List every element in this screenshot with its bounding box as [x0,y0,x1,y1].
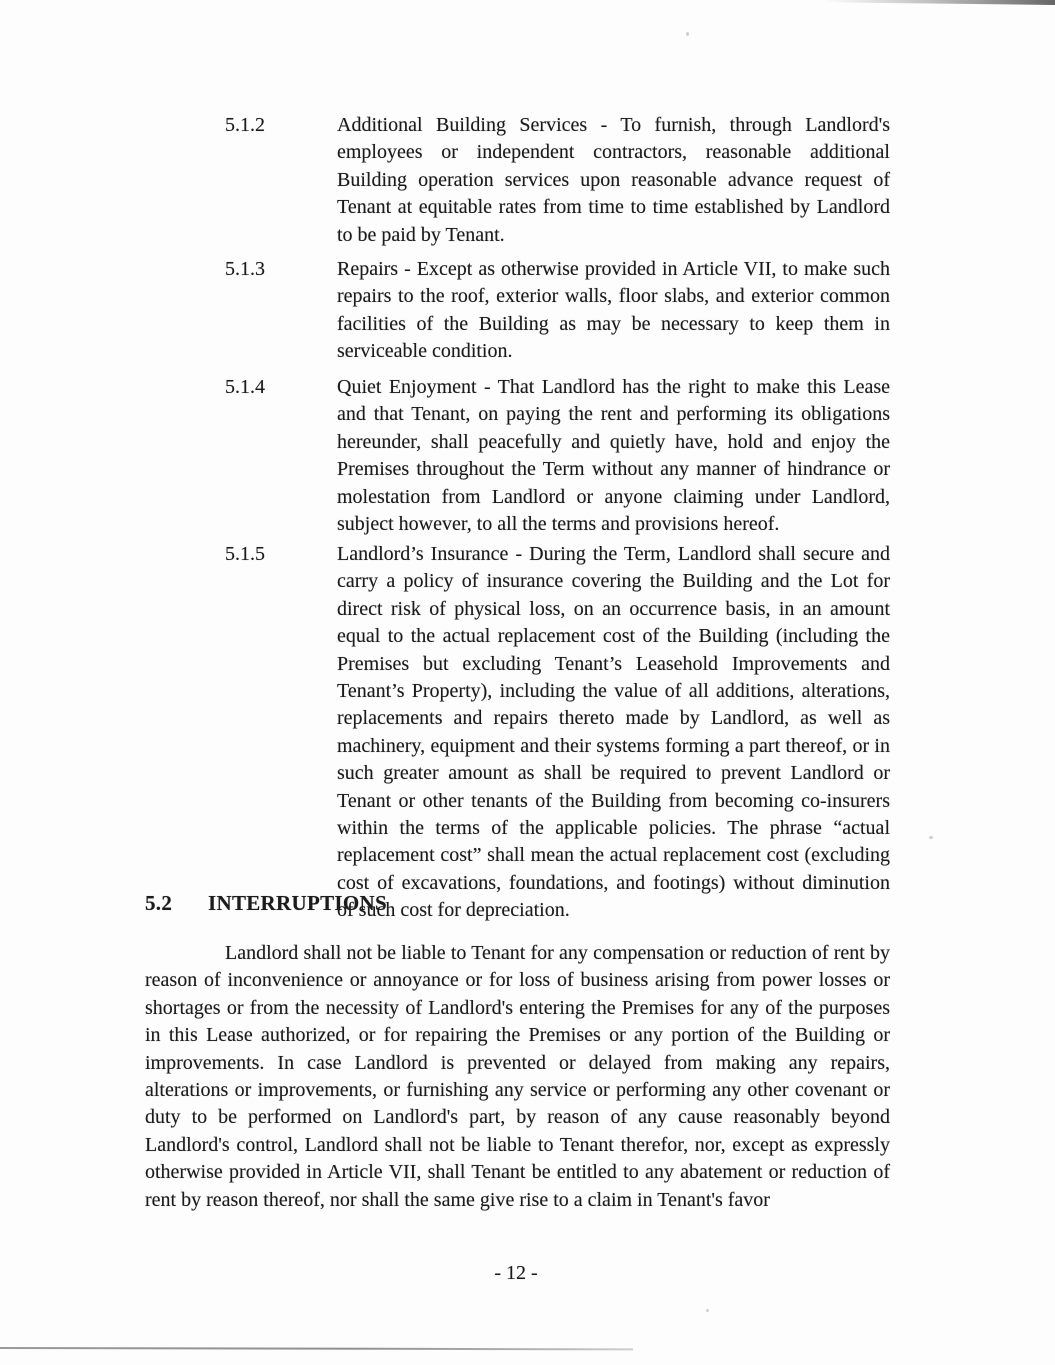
scan-artifact-bottom-line [0,1347,633,1350]
scan-speck [929,836,933,839]
section-heading-number: 5.2 [145,891,173,915]
section-heading-title: INTERRUPTIONS [208,891,387,915]
scan-speck [706,1309,709,1312]
scan-artifact-top-streak [823,0,1055,5]
clause-5-1-4 [225,374,890,538]
clause-number: 5.1.3 [225,258,265,280]
clause-number: 5.1.2 [225,114,265,136]
clause-5-1-2 [225,112,890,249]
page-number: - 12 - [494,1262,538,1284]
interruptions-paragraph: Landlord shall not be liable to Tenant for any compensation or reduction of rent by reason of inconvenience or annoyance or for loss of business arising from power losses or shortages or from the necessity of Landlord's entering the Premises for any of the purposes in this Lease authorized, or for repairing the Premises or any portion of the Building or improvements. In case Landlord is prevented or delayed from making any repairs, alterations or improvements, or furnishing any service or performing any other covenant or duty to be performed on Landlord's part, by reason of any cause reasonably beyond Landlord's control, Landlord shall not be liable to Tenant therefor, nor, except as expressly otherwise provided in Article VII, shall Tenant be entitled to any abatement or reduction of rent by reason thereof, nor shall the same give rise to a claim in Tenant's favor [145,942,890,1211]
clause-5-1-5 [225,541,890,925]
clause-text: Quiet Enjoyment - That Landlord has the right to make this Lease and that Tenant, on paying the rent and performing its obligations hereunder, shall peacefully and quietly have, hold and enjoy the Premises throughout the Term without any manner of hindrance or molestation from Landlord or anyone claiming under Landlord, subject however, to all the terms and provisions hereof. [337,376,890,536]
section-heading-5-2 [145,891,387,916]
clause-5-1-3 [225,256,890,366]
clause-text: Additional Building Services - To furnish, through Landlord's employees or independent contractors, reasonable additional Building operation services upon reasonable advance request of Tenant at equitable rates from time to time established by Landlord to be paid by Tenant. [337,114,890,246]
scan-speck [686,32,689,36]
clause-text: Landlord’s Insurance - During the Term, Landlord shall secure and carry a policy of insurance covering the Building and the Lot for direct risk of physical loss, on an occurrence basis, in an amount equal to the actual replacement cost of the Building (including the Premises but excluding Tenant’s Leasehold Improvements and Tenant’s Property), including the value of all additions, alterations, replacements and repairs thereto made by Landlord, as well as machinery, equipment and their systems forming a part thereof, or in such greater amount as shall be required to prevent Landlord or Tenant or other tenants of the Building from becoming co-insurers within the terms of the applicable policies. The phrase “actual replacement cost” shall mean the actual replacement cost (excluding cost of excavations, foundations, and footings) without diminution of such cost for depreciation. [337,543,890,922]
clause-text: Repairs - Except as otherwise provided in Article VII, to make such repairs to the roof, exterior walls, floor slabs, and exterior common facilities of the Building as may be necessary to keep them in serviceable condition. [337,258,890,363]
clause-number: 5.1.5 [225,543,265,565]
clause-number: 5.1.4 [225,376,265,398]
